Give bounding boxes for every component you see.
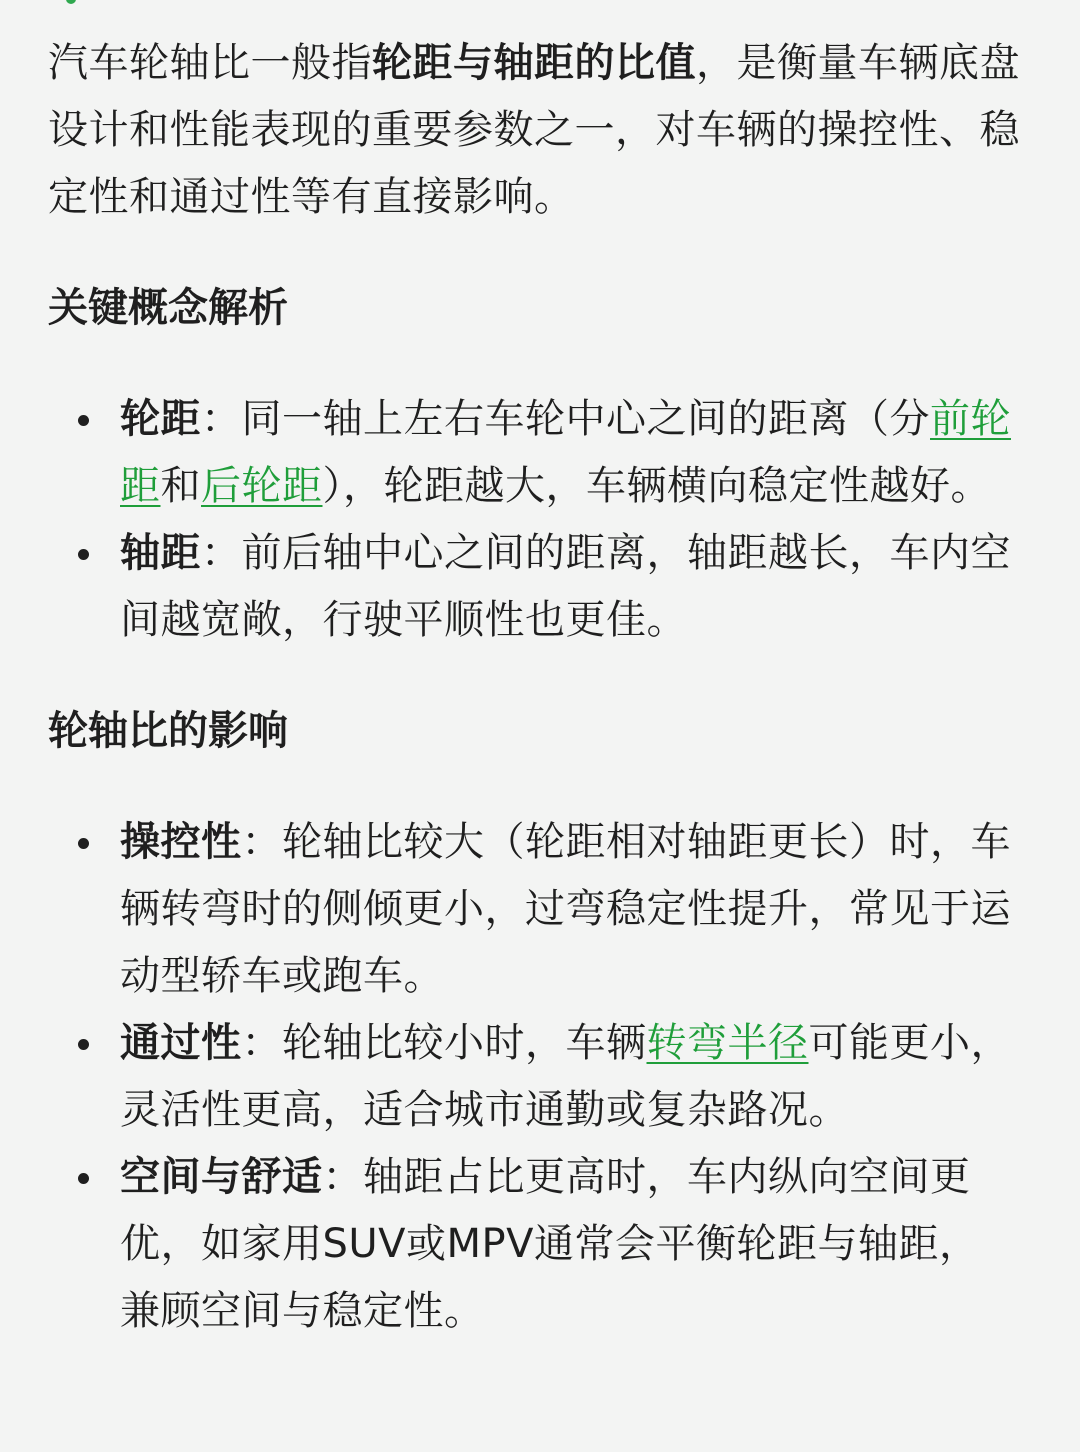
term-separator: ： [201,396,242,442]
handling-text: 轮轴比较大（轮距相对轴距更长）时，车辆转弯时的侧倾更小，过弯稳定性提升，常见于运动型轿车或跑车。 [120,819,1011,999]
list-item-space-comfort [48,1144,1020,1345]
section-heading-key-concepts: 关键概念解析 [48,285,288,331]
intro-text-after: ，是衡量车辆底盘设计和性能表现的重要参数之一，对车辆的操控性、稳定性和通过性等有直接影响。 [48,40,1020,220]
link-turning-radius[interactable]: 转弯半径 [646,1020,809,1066]
list-item-track-width [48,386,1020,520]
term-separator: ： [201,530,242,576]
term-separator: ： [241,819,282,865]
track-width-text-b: 和 [160,463,201,509]
term-handling: 操控性 [120,819,242,865]
term-wheelbase: 轴距 [120,530,201,576]
passability-text-a: 轮轴比较小时，车辆 [282,1020,647,1066]
section-heading-impact: 轮轴比的影响 [48,708,288,754]
term-space-comfort: 空间与舒适 [120,1154,323,1200]
term-passability: 通过性 [120,1020,242,1066]
term-separator: ： [322,1154,363,1200]
space-comfort-text: 轴距占比更高时，车内纵向空间更优，如家用SUV或MPV通常会平衡轮距与轴距，兼顾空间与稳定性。 [120,1154,980,1334]
list-item-passability [48,1010,1020,1144]
list-item-wheelbase [48,520,1020,654]
impact-list [48,809,1020,1345]
term-track-width: 轮距 [120,396,201,442]
intro-bold-term: 轮距与轴距的比值 [372,40,696,86]
green-dot-icon [66,0,76,4]
list-item-handling [48,809,1020,1010]
term-separator: ： [241,1020,282,1066]
track-width-text-a: 同一轴上左右车轮中心之间的距离（分 [241,396,930,442]
link-rear-track[interactable]: 后轮距 [201,463,323,509]
track-width-text-c: ），轮距越大，车辆横向稳定性越好。 [322,463,991,509]
link-front-track[interactable]: 前轮距 [120,396,1011,509]
intro-paragraph [48,30,1020,231]
passability-text-b: 可能更小，灵活性更高，适合城市通勤或复杂路况。 [120,1020,1011,1133]
key-concepts-list [48,386,1020,654]
intro-text-before: 汽车轮轴比一般指 [48,40,372,86]
wheelbase-text: 前后轴中心之间的距离，轴距越长，车内空间越宽敞，行驶平顺性也更佳。 [120,530,1011,643]
